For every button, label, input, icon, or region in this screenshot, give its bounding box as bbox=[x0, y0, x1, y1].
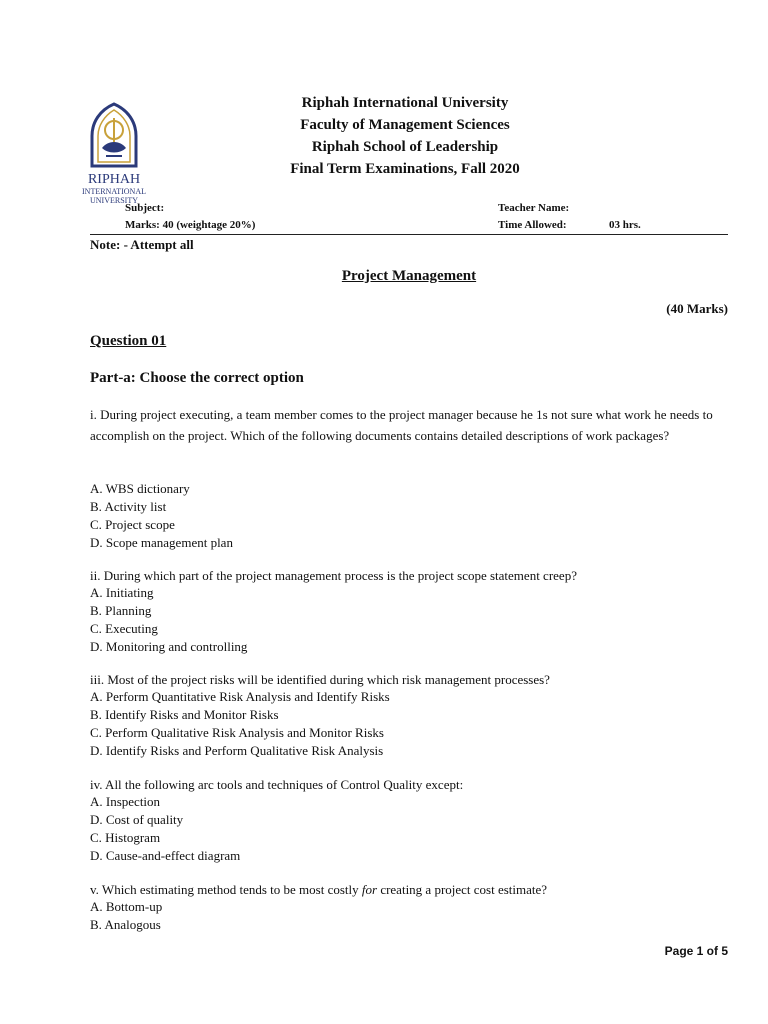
question-4-options bbox=[90, 793, 240, 865]
option-3a: A. Perform Quantitative Risk Analysis and Identify Risks bbox=[90, 689, 390, 704]
option-1d: D. Scope management plan bbox=[90, 535, 233, 550]
question-2-options bbox=[90, 584, 247, 656]
marks-label: Marks: 40 (weightage 20%) bbox=[125, 219, 256, 231]
question-2-stem: ii. During which part of the project management process is the project scope statement creep? bbox=[90, 568, 577, 583]
option-4c: C. Histogram bbox=[90, 830, 161, 845]
university-logo bbox=[78, 100, 150, 205]
total-marks: (40 Marks) bbox=[666, 301, 728, 316]
question-1-stem: i. During project executing, a team member comes to the project manager because he 1s not sure what work he needs to accomplish on the project. Which of the following documents contains detailed descriptions of work packages? bbox=[90, 407, 713, 443]
option-5b: B. Analogous bbox=[90, 917, 161, 932]
option-2a: A. Initiating bbox=[90, 585, 154, 600]
header-school: Riphah School of Leadership bbox=[311, 139, 499, 155]
time-label: Time Allowed: bbox=[498, 219, 567, 231]
question-title: Question 01 bbox=[90, 333, 167, 349]
course-title: Project Management bbox=[341, 268, 477, 284]
question-3-options bbox=[90, 688, 390, 760]
question-4-stem: iv. All the following arc tools and techniques of Control Quality except: bbox=[90, 777, 464, 792]
option-2c: C. Executing bbox=[90, 621, 158, 636]
option-2b: B. Planning bbox=[90, 603, 152, 618]
logo-name: RIPHAH bbox=[87, 172, 141, 187]
question-5-stem-after: creating a project cost estimate? bbox=[377, 882, 548, 897]
option-4b: D. Cost of quality bbox=[90, 812, 184, 827]
option-3d: D. Identify Risks and Perform Qualitative Risk Analysis bbox=[90, 743, 384, 758]
logo-sub1: INTERNATIONAL bbox=[82, 187, 146, 196]
logo-sub2: UNIVERSITY bbox=[90, 196, 138, 205]
question-5-stem-before: v. Which estimating method tends to be most costly bbox=[90, 882, 362, 897]
option-5a: A. Bottom-up bbox=[90, 899, 163, 914]
question-5-stem-italic: for bbox=[361, 882, 378, 897]
subject-label: Subject: bbox=[125, 202, 165, 214]
header-divider bbox=[90, 234, 728, 235]
header-exam: Final Term Examinations, Fall 2020 bbox=[290, 161, 520, 177]
teacher-label: Teacher Name: bbox=[498, 202, 570, 214]
option-3b: B. Identify Risks and Monitor Risks bbox=[90, 707, 279, 722]
header-university: Riphah International University bbox=[301, 95, 509, 111]
note: Note: - Attempt all bbox=[90, 237, 194, 252]
time-value: 03 hrs. bbox=[609, 219, 641, 231]
part-title: Part-a: Choose the correct option bbox=[90, 370, 304, 386]
riphah-emblem-icon bbox=[78, 100, 150, 170]
question-5-stem bbox=[90, 881, 547, 899]
question-3-stem: iii. Most of the project risks will be identified during which risk management processes? bbox=[90, 672, 550, 687]
option-1b: B. Activity list bbox=[90, 499, 167, 514]
option-4d: D. Cause-and-effect diagram bbox=[90, 848, 241, 863]
header-faculty: Faculty of Management Sciences bbox=[300, 117, 510, 133]
option-2d: D. Monitoring and controlling bbox=[90, 639, 248, 654]
option-1c: C. Project scope bbox=[90, 517, 175, 532]
option-3c: C. Perform Qualitative Risk Analysis and Monitor Risks bbox=[90, 725, 384, 740]
question-5-options bbox=[90, 898, 162, 934]
option-4a: A. Inspection bbox=[90, 794, 161, 809]
option-1a: A. WBS dictionary bbox=[90, 481, 190, 496]
question-1-options bbox=[90, 480, 233, 552]
page-number: Page 1 of 5 bbox=[664, 944, 728, 958]
